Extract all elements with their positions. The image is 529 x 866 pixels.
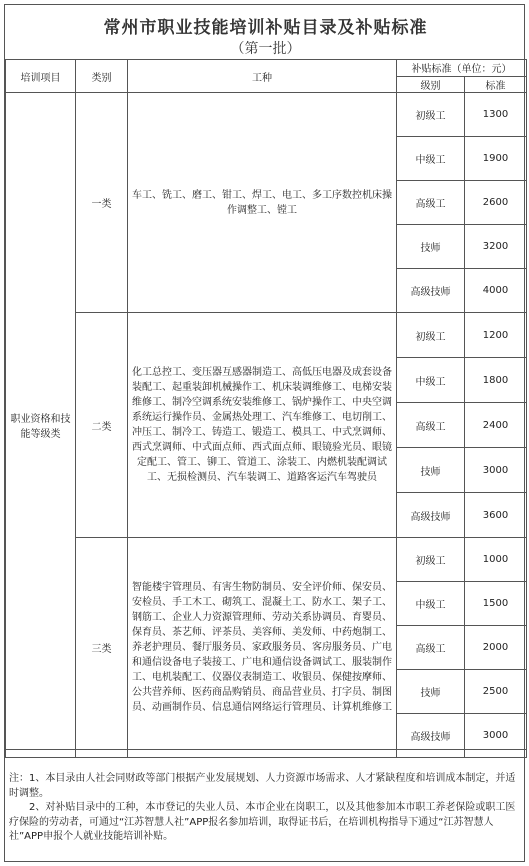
table-row: [6, 93, 527, 137]
level-cell: 中级工: [397, 582, 465, 626]
level-cell: 高级工: [397, 626, 465, 670]
page-subtitle: （第一批）: [230, 41, 301, 57]
header-project: 培训项目: [6, 60, 76, 93]
header-subsidy: 补贴标准（单位：元）: [397, 60, 527, 77]
level-cell: 高级技师: [397, 493, 465, 538]
category-cell: 一类: [76, 93, 128, 313]
amount-cell: 4000: [465, 269, 527, 313]
level-cell: 技师: [397, 448, 465, 493]
amount-cell: 1200: [465, 313, 527, 358]
level-cell: 技师: [397, 670, 465, 714]
header-category: 类别: [76, 60, 128, 93]
amount-cell: 1000: [465, 538, 527, 582]
level-cell: 高级技师: [397, 714, 465, 758]
level-cell: 初级工: [397, 93, 465, 137]
level-cell: 中级工: [397, 137, 465, 181]
amount-cell: 2600: [465, 181, 527, 225]
level-cell: 高级技师: [397, 269, 465, 313]
level-cell: 初级工: [397, 313, 465, 358]
amount-cell: 1500: [465, 582, 527, 626]
amount-cell: 1800: [465, 358, 527, 403]
jobs-cell: 车工、铣工、磨工、钳工、焊工、电工、多工序数控机床操作调整工、镗工: [128, 93, 397, 313]
jobs-cell: 智能楼宇管理员、有害生物防制员、安全评价师、保安员、安检员、手工木工、砌筑工、混凝土工、防水工、架子工、钢筋工、企业人力资源管理师、劳动关系协调员、育婴员、保育员、茶艺师、评茶员、美容师、美发师、中药炮制工、养老护理员、餐厅服务员、家政服务员、客房服务员、广电和通信设备电子装接工、广电和通信设备调试工、服装制作工、电机装配工、仪器仪表制造工、收银员、保健按摩师、公共营养师、医药商品购销员、商品营业员、打字员、制图员、动画制作员、信息通信网络运行管理员、计算机维修工: [128, 538, 397, 758]
amount-cell: 1900: [465, 137, 527, 181]
level-cell: 技师: [397, 225, 465, 269]
level-cell: 初级工: [397, 538, 465, 582]
note-2: 2、对补贴目录中的工种，本市登记的失业人员、本市企业在岗职工，以及其他参加本市职工养老保险或职工医疗保险的劳动者，可通过“江苏智慧人社”APP报名参加培训，取得证书后，在培训机构指导下通过“江苏智慧人社”APP申报个人就业技能培训补贴。: [9, 802, 516, 842]
document-page: [4, 4, 525, 862]
project-cell: 职业资格和技能等级类: [6, 93, 76, 758]
table-row: [6, 538, 527, 582]
level-cell: 高级工: [397, 403, 465, 448]
page-title: 常州市职业技能培训补贴目录及补贴标准: [103, 18, 428, 38]
level-cell: 高级工: [397, 181, 465, 225]
amount-cell: 2400: [465, 403, 527, 448]
amount-cell: 2500: [465, 670, 527, 714]
category-cell: 二类: [76, 313, 128, 538]
level-cell: 中级工: [397, 358, 465, 403]
amount-cell: 1300: [465, 93, 527, 137]
jobs-cell: 化工总控工、变压器互感器制造工、高低压电器及成套设备装配工、起重装卸机械操作工、机床装调维修工、电梯安装维修工、制冷空调系统安装维修工、锅炉操作工、中央空调系统运行操作员、金属热处理工、汽车维修工、电切削工、冲压工、制冷工、铸造工、锻造工、模具工、中式烹调师、西式烹调师、中式面点师、西式面点师、眼镜验光员、眼镜定配工、管工、铆工、管道工、涂装工、内燃机装配调试工、无损检测员、汽车装调工、道路客运汽车驾驶员: [128, 313, 397, 538]
notes-section: [5, 749, 526, 863]
amount-cell: 3600: [465, 493, 527, 538]
amount-cell: 2000: [465, 626, 527, 670]
amount-cell: 3000: [465, 714, 527, 758]
subsidy-table: [5, 59, 527, 758]
note-1: 注：1、本目录由人社会同财政等部门根据产业发展规划、人力资源市场需求、人才紧缺程度和培训成本制定，并适时调整。: [9, 773, 516, 799]
header-level: 级别: [397, 76, 465, 93]
header-standard: 标准: [465, 76, 527, 93]
amount-cell: 3000: [465, 448, 527, 493]
header-row: [6, 60, 527, 77]
header-jobs: 工种: [128, 60, 397, 93]
amount-cell: 3200: [465, 225, 527, 269]
category-cell: 三类: [76, 538, 128, 758]
table-row: [6, 313, 527, 358]
